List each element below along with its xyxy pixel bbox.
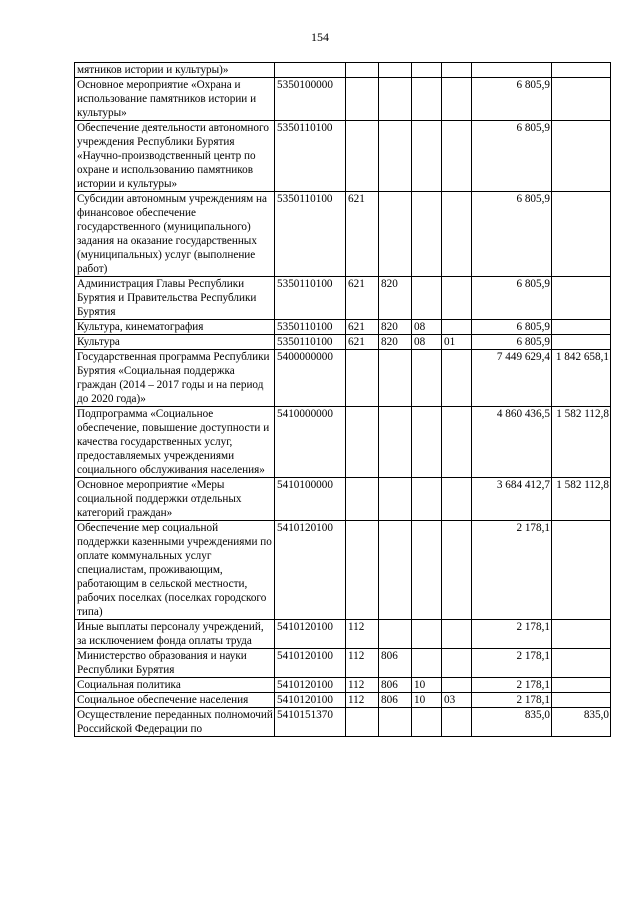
section-cell bbox=[412, 521, 442, 620]
federal-sum-cell: 1 842 658,1 bbox=[552, 350, 611, 407]
section-cell bbox=[412, 350, 442, 407]
row-name-cell: Социальное обеспечение населения bbox=[75, 693, 275, 708]
subsection-cell bbox=[442, 121, 472, 192]
section-cell bbox=[412, 620, 442, 649]
total-sum-cell: 2 178,1 bbox=[472, 649, 552, 678]
total-sum-cell: 6 805,9 bbox=[472, 121, 552, 192]
section-cell bbox=[412, 277, 442, 320]
table-body bbox=[75, 63, 611, 737]
ministry-code-cell bbox=[379, 78, 412, 121]
subsection-cell bbox=[442, 320, 472, 335]
subsection-cell: 03 bbox=[442, 693, 472, 708]
section-cell: 08 bbox=[412, 335, 442, 350]
section-cell bbox=[412, 121, 442, 192]
federal-sum-cell: 1 582 112,8 bbox=[552, 478, 611, 521]
total-sum-cell: 2 178,1 bbox=[472, 693, 552, 708]
subsection-cell bbox=[442, 649, 472, 678]
row-name-cell: Культура, кинематография bbox=[75, 320, 275, 335]
target-article-cell: 5410100000 bbox=[275, 478, 346, 521]
federal-sum-cell bbox=[552, 192, 611, 277]
expense-type-cell: 621 bbox=[346, 277, 379, 320]
target-article-cell: 5350110100 bbox=[275, 320, 346, 335]
expense-type-cell: 621 bbox=[346, 320, 379, 335]
section-cell: 10 bbox=[412, 678, 442, 693]
ministry-code-cell bbox=[379, 478, 412, 521]
table-row bbox=[75, 277, 611, 320]
row-name-cell: Культура bbox=[75, 335, 275, 350]
table-row bbox=[75, 708, 611, 737]
total-sum-cell: 4 860 436,5 bbox=[472, 407, 552, 478]
total-sum-cell: 3 684 412,7 bbox=[472, 478, 552, 521]
federal-sum-cell: 1 582 112,8 bbox=[552, 407, 611, 478]
section-cell bbox=[412, 649, 442, 678]
target-article-cell: 5350110100 bbox=[275, 335, 346, 350]
table-row bbox=[75, 192, 611, 277]
section-cell bbox=[412, 192, 442, 277]
row-name-cell: Министерство образования и науки Республики Бурятия bbox=[75, 649, 275, 678]
budget-table bbox=[74, 62, 611, 737]
subsection-cell bbox=[442, 277, 472, 320]
expense-type-cell bbox=[346, 708, 379, 737]
expense-type-cell bbox=[346, 521, 379, 620]
ministry-code-cell bbox=[379, 121, 412, 192]
target-article-cell: 5410120100 bbox=[275, 521, 346, 620]
table-row bbox=[75, 620, 611, 649]
federal-sum-cell bbox=[552, 277, 611, 320]
ministry-code-cell: 820 bbox=[379, 335, 412, 350]
ministry-code-cell bbox=[379, 350, 412, 407]
total-sum-cell: 6 805,9 bbox=[472, 78, 552, 121]
subsection-cell bbox=[442, 78, 472, 121]
subsection-cell bbox=[442, 192, 472, 277]
total-sum-cell: 7 449 629,4 bbox=[472, 350, 552, 407]
row-name-cell: Основное мероприятие «Охрана и использование памятников истории и культуры» bbox=[75, 78, 275, 121]
target-article-cell: 5410000000 bbox=[275, 407, 346, 478]
ministry-code-cell bbox=[379, 407, 412, 478]
expense-type-cell bbox=[346, 121, 379, 192]
federal-sum-cell bbox=[552, 320, 611, 335]
table-row bbox=[75, 350, 611, 407]
table-row bbox=[75, 649, 611, 678]
row-name-cell: Иные выплаты персоналу учреждений, за исключением фонда оплаты труда bbox=[75, 620, 275, 649]
target-article-cell: 5410120100 bbox=[275, 620, 346, 649]
target-article-cell: 5350110100 bbox=[275, 192, 346, 277]
ministry-code-cell bbox=[379, 708, 412, 737]
section-cell bbox=[412, 708, 442, 737]
federal-sum-cell bbox=[552, 693, 611, 708]
section-cell bbox=[412, 478, 442, 521]
total-sum-cell: 2 178,1 bbox=[472, 521, 552, 620]
total-sum-cell: 6 805,9 bbox=[472, 192, 552, 277]
target-article-cell: 5410120100 bbox=[275, 649, 346, 678]
expense-type-cell bbox=[346, 478, 379, 521]
table-row bbox=[75, 478, 611, 521]
ministry-code-cell: 806 bbox=[379, 649, 412, 678]
table-row bbox=[75, 693, 611, 708]
ministry-code-cell bbox=[379, 192, 412, 277]
expense-type-cell bbox=[346, 350, 379, 407]
ministry-code-cell bbox=[379, 620, 412, 649]
target-article-cell bbox=[275, 63, 346, 78]
subsection-cell: 01 bbox=[442, 335, 472, 350]
target-article-cell: 5400000000 bbox=[275, 350, 346, 407]
expense-type-cell bbox=[346, 407, 379, 478]
expense-type-cell: 112 bbox=[346, 649, 379, 678]
subsection-cell bbox=[442, 407, 472, 478]
expense-type-cell: 621 bbox=[346, 192, 379, 277]
ministry-code-cell bbox=[379, 521, 412, 620]
federal-sum-cell bbox=[552, 63, 611, 78]
federal-sum-cell: 835,0 bbox=[552, 708, 611, 737]
row-name-cell: Осуществление переданных полномочий Российской Федерации по bbox=[75, 708, 275, 737]
federal-sum-cell bbox=[552, 620, 611, 649]
target-article-cell: 5350110100 bbox=[275, 121, 346, 192]
subsection-cell bbox=[442, 708, 472, 737]
page-number: 154 bbox=[311, 30, 329, 44]
subsection-cell bbox=[442, 620, 472, 649]
target-article-cell: 5350100000 bbox=[275, 78, 346, 121]
table-row bbox=[75, 63, 611, 78]
row-name-cell: Подпрограмма «Социальное обеспечение, повышение доступности и качества государственных услуг, предоставляемых учреждениями социального обслуживания населения» bbox=[75, 407, 275, 478]
target-article-cell: 5410120100 bbox=[275, 693, 346, 708]
subsection-cell bbox=[442, 350, 472, 407]
row-name-cell: Основное мероприятие «Меры социальной поддержки отдельных категорий граждан» bbox=[75, 478, 275, 521]
total-sum-cell: 6 805,9 bbox=[472, 335, 552, 350]
table-row bbox=[75, 678, 611, 693]
table-row bbox=[75, 320, 611, 335]
expense-type-cell: 621 bbox=[346, 335, 379, 350]
federal-sum-cell bbox=[552, 78, 611, 121]
total-sum-cell: 835,0 bbox=[472, 708, 552, 737]
federal-sum-cell bbox=[552, 121, 611, 192]
row-name-cell: Обеспечение деятельности автономного учреждения Республики Бурятия «Научно-производственный центр по охране и использованию памятников истории и культуры» bbox=[75, 121, 275, 192]
ministry-code-cell: 820 bbox=[379, 320, 412, 335]
table-row bbox=[75, 521, 611, 620]
ministry-code-cell: 806 bbox=[379, 693, 412, 708]
table-row bbox=[75, 335, 611, 350]
target-article-cell: 5350110100 bbox=[275, 277, 346, 320]
section-cell bbox=[412, 63, 442, 78]
row-name-cell: Администрация Главы Республики Бурятия и Правительства Республики Бурятия bbox=[75, 277, 275, 320]
expense-type-cell: 112 bbox=[346, 620, 379, 649]
subsection-cell bbox=[442, 521, 472, 620]
table-row bbox=[75, 121, 611, 192]
section-cell bbox=[412, 78, 442, 121]
federal-sum-cell bbox=[552, 335, 611, 350]
target-article-cell: 5410120100 bbox=[275, 678, 346, 693]
ministry-code-cell bbox=[379, 63, 412, 78]
expense-type-cell: 112 bbox=[346, 678, 379, 693]
row-name-cell: Обеспечение мер социальной поддержки казенными учреждениями по оплате коммунальных услуг специалистам, проживающим, работающим в сельской местности, рабочих поселках (поселках городского типа) bbox=[75, 521, 275, 620]
section-cell: 10 bbox=[412, 693, 442, 708]
ministry-code-cell: 820 bbox=[379, 277, 412, 320]
subsection-cell bbox=[442, 478, 472, 521]
table-row bbox=[75, 78, 611, 121]
federal-sum-cell bbox=[552, 649, 611, 678]
row-name-cell: Субсидии автономным учреждениям на финансовое обеспечение государственного (муниципального) задания на оказание государственных (муниципальных) услуг (выполнение работ) bbox=[75, 192, 275, 277]
row-name-cell: Государственная программа Республики Бурятия «Социальная поддержка граждан (2014 – 2017 годы и на период до 2020 года)» bbox=[75, 350, 275, 407]
federal-sum-cell bbox=[552, 678, 611, 693]
table-row bbox=[75, 407, 611, 478]
total-sum-cell bbox=[472, 63, 552, 78]
federal-sum-cell bbox=[552, 521, 611, 620]
row-name-cell: Социальная политика bbox=[75, 678, 275, 693]
ministry-code-cell: 806 bbox=[379, 678, 412, 693]
section-cell: 08 bbox=[412, 320, 442, 335]
expense-type-cell bbox=[346, 63, 379, 78]
expense-type-cell: 112 bbox=[346, 693, 379, 708]
total-sum-cell: 6 805,9 bbox=[472, 320, 552, 335]
row-name-cell: мятников истории и культуры)» bbox=[75, 63, 275, 78]
section-cell bbox=[412, 407, 442, 478]
total-sum-cell: 6 805,9 bbox=[472, 277, 552, 320]
subsection-cell bbox=[442, 63, 472, 78]
total-sum-cell: 2 178,1 bbox=[472, 678, 552, 693]
subsection-cell bbox=[442, 678, 472, 693]
expense-type-cell bbox=[346, 78, 379, 121]
target-article-cell: 5410151370 bbox=[275, 708, 346, 737]
total-sum-cell: 2 178,1 bbox=[472, 620, 552, 649]
